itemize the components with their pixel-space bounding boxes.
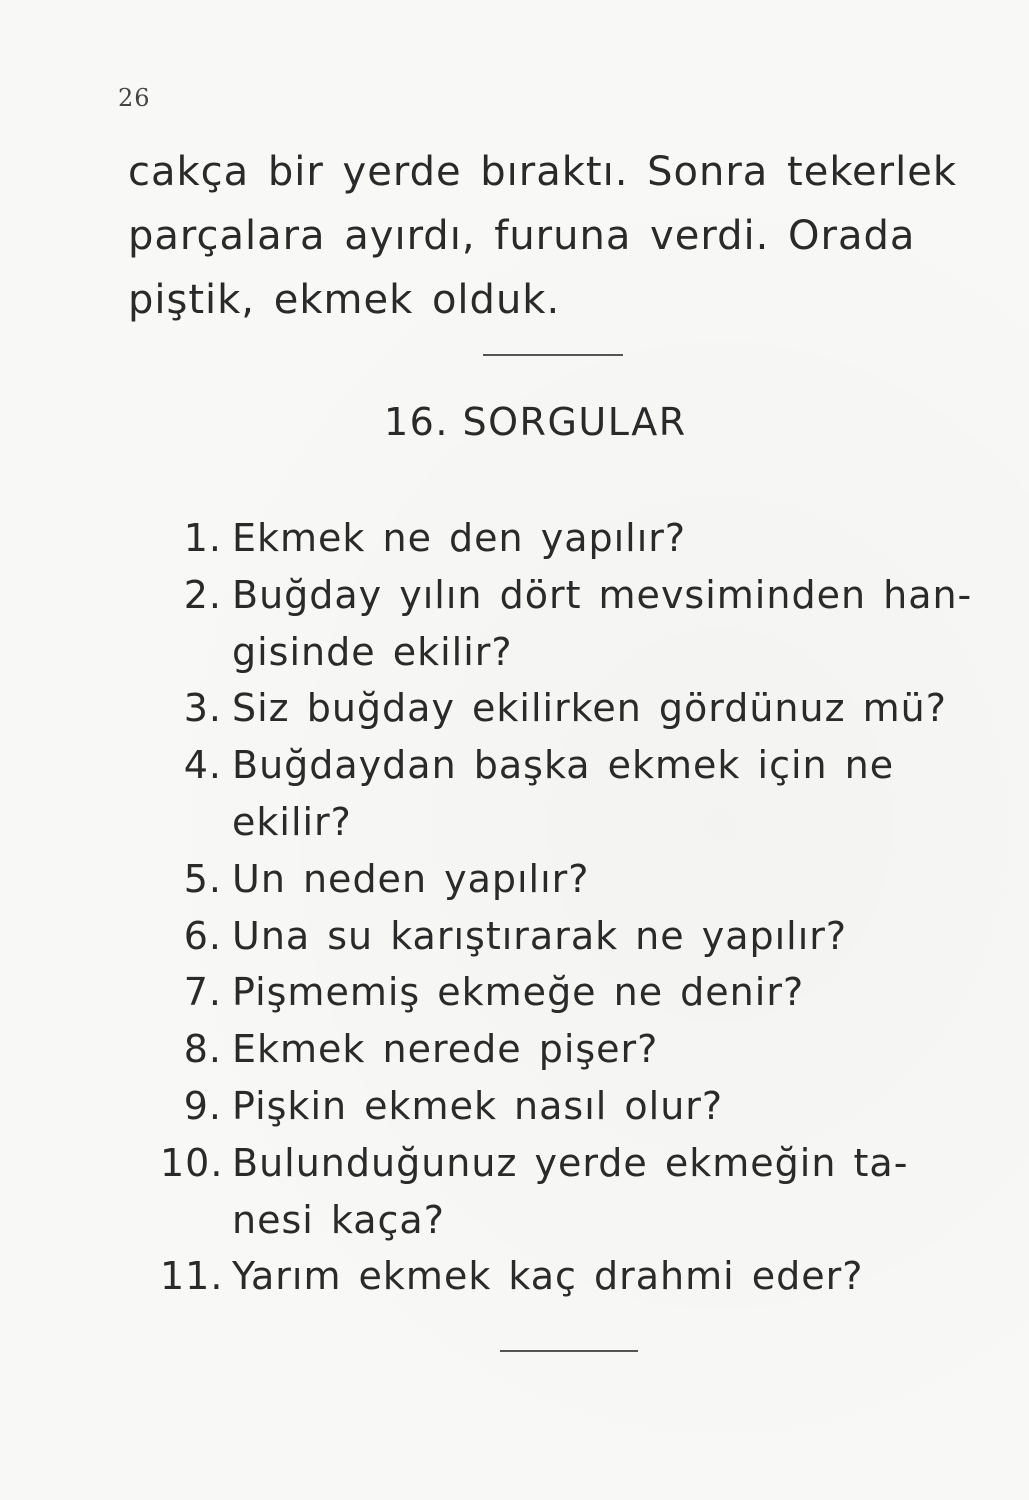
paragraph-line: parçalara ayırdı, furuna verdi. Orada [128,213,916,259]
question-line: nesi kaça? [232,1197,445,1242]
list-item [160,1021,990,1078]
question-number: 8. [183,1027,222,1072]
question-line: Una su karıştırarak ne yapılır? [232,913,848,958]
question-text [232,737,990,851]
question-line: Un neden yapılır? [232,856,590,901]
list-item [160,1135,990,1249]
paragraph-line: piştik, ekmek olduk. [128,277,561,323]
question-text [232,680,990,737]
paragraph [128,140,978,332]
question-text [232,567,990,681]
question-line: Pişkin ekmek nasıl olur? [232,1083,724,1128]
question-line: Ekmek ne den yapılır? [232,516,687,560]
end-divider [500,1350,638,1352]
list-item [160,964,990,1021]
question-text [232,1078,990,1135]
question-text [232,1021,990,1078]
question-list [160,510,990,1305]
question-line: Siz buğday ekilirken gördünuz mü? [232,686,947,731]
section-divider [483,354,623,356]
list-item [160,567,990,681]
paragraph-line: cakça bir yerde bıraktı. Sonra tekerlek [128,149,957,195]
list-item [160,510,990,567]
list-item [160,737,990,851]
list-item [160,851,990,908]
question-line: Ekmek nerede pişer? [232,1027,659,1072]
question-number: 7. [183,970,222,1015]
question-text [232,1248,990,1305]
question-line: ekilir? [232,799,352,844]
question-number: 2. [183,572,222,617]
question-number: 11. [160,1254,224,1299]
question-text [232,964,990,1021]
question-number: 1. [183,516,222,560]
list-item [160,1248,990,1305]
question-number: 9. [183,1083,222,1128]
question-number: 10. [160,1140,224,1185]
section-heading: 16. SORGULAR [384,400,687,444]
question-line: Buğday yılın dört mevsiminden han- [232,572,973,617]
question-text [232,1135,990,1249]
question-text [232,908,990,965]
page-number: 26 [118,84,151,112]
question-line: Yarım ekmek kaç drahmi eder? [232,1254,864,1299]
question-text [232,510,990,567]
question-number: 4. [183,743,222,788]
question-line: Bulunduğunuz yerde ekmeğin ta- [232,1140,909,1185]
question-number: 3. [183,686,222,731]
list-item [160,1078,990,1135]
list-item [160,680,990,737]
question-number: 5. [183,856,222,901]
question-line: gisinde ekilir? [232,629,513,674]
question-line: Buğdaydan başka ekmek için ne [232,743,895,788]
question-text [232,851,990,908]
question-number: 6. [183,913,222,958]
list-item [160,908,990,965]
question-line: Pişmemiş ekmeğe ne denir? [232,970,805,1015]
